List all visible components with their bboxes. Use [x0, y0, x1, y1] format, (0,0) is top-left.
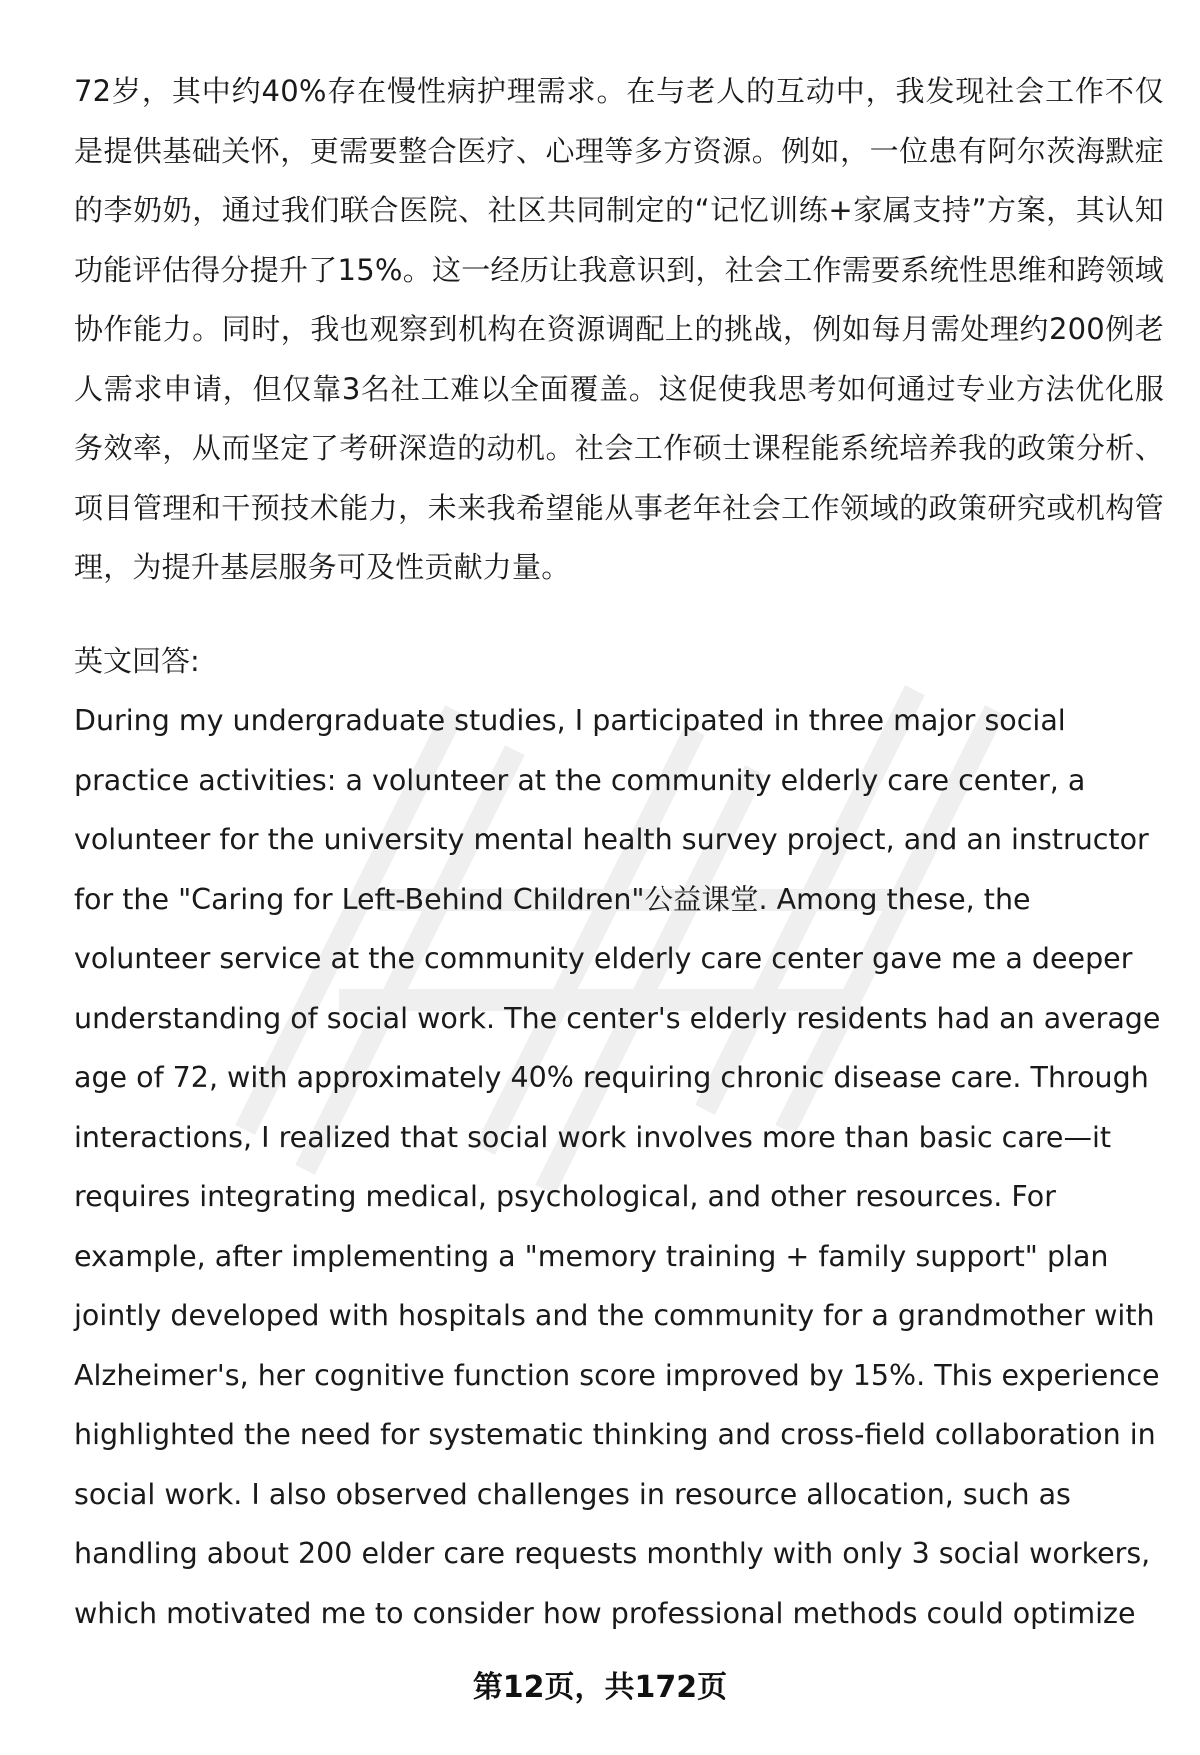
english-answer-heading: 英文回答:	[74, 643, 200, 678]
content-area	[74, 62, 1164, 1643]
chinese-answer-paragraph: 72岁，其中约40%存在慢性病护理需求。在与老人的互动中，我发现社会工作不仅是提供基础关怀，更需要整合医疗、心理等多方资源。例如，一位患有阿尔茨海默症的李奶奶，通过我们联合医院、社区共同制定的“记忆训练+家属支持”方案，其认知功能评估得分提升了15%。这一经历让我意识到，社会工作需要系统性思维和跨领域协作能力。同时，我也观察到机构在资源调配上的挑战，例如每月需处理约200例老人需求申请，但仅靠3名社工难以全面覆盖。这促使我思考如何通过专业方法优化服务效率，从而坚定了考研深造的动机。社会工作硕士课程能系统培养我的政策分析、项目管理和干预技术能力，未来我希望能从事老年社会工作领域的政策研究或机构管理，为提升基层服务可及性贡献力量。	[74, 74, 1164, 584]
page-number: 第12页，共172页	[472, 1670, 728, 1705]
english-answer-paragraph: During my undergraduate studies, I participated in three major social practice activities: a volunteer at the community elderly care center, a volunteer for the university mental health survey project, and an instructor for the "Caring for Left-Behind Children"公益课堂. Among these, the volunteer service at the community elderly care center gave me a deeper understanding of social work. The center's elderly residents had an average age of 72, with approximately 40% requiring chronic disease care. Through interactions, I realized that social work involves more than basic care—it requires integrating medical, psychological, and other resources. For example, after implementing a "memory training + family support" plan jointly developed with hospitals and the community for a grandmother with Alzheimer's, her cognitive function score improved by 15%. This experience highlighted the need for systematic thinking and cross-field collaboration in social work. I also observed challenges in resource allocation, such as handling about 200 elder care requests monthly with only 3 social workers, which motivated me to consider how professional methods could optimize	[74, 704, 1161, 1630]
